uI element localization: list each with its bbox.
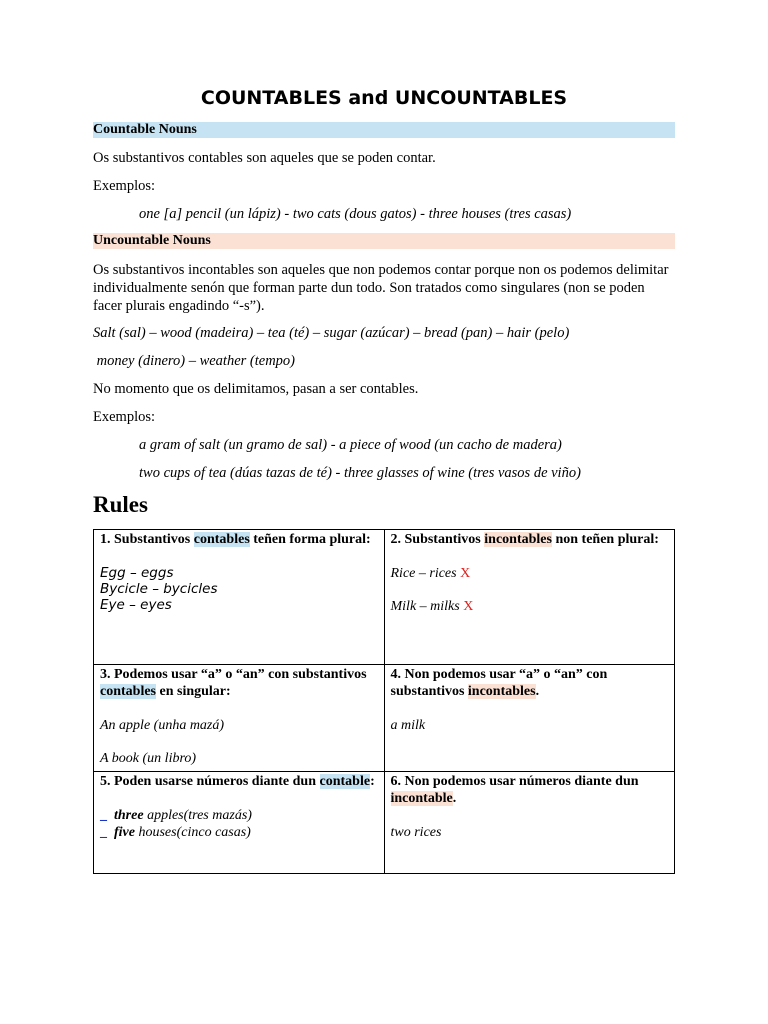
highlight-contables: contables	[100, 684, 156, 699]
rule-2-heading: 2. Substantivos incontables non teñen plural:	[390, 532, 659, 547]
rule-5-cell	[94, 772, 385, 874]
rule-5-example-1: _ three apples(tres mazás)	[100, 808, 252, 823]
rule-6-cell	[384, 772, 675, 874]
rule-6-example-1: two rices	[390, 825, 442, 840]
rule-3-example-1: An apple (unha mazá)	[100, 718, 225, 733]
table-row	[94, 530, 675, 665]
highlight-incontables: incontables	[467, 684, 536, 699]
rule-4-cell	[384, 665, 675, 772]
rule-2-example-2: Milk – milks X	[390, 599, 474, 614]
rule-1-cell	[94, 530, 385, 665]
document-title: COUNTABLES and UNCOUNTABLES	[200, 87, 568, 109]
rule-3-cell	[94, 665, 385, 772]
uncountable-example-1: a gram of salt (un gramo de sal) - a piece of wood (un cacho de madera)	[139, 437, 562, 453]
uncountable-delimit-note: No momento que os delimitamos, pasan a ser contables.	[93, 381, 419, 397]
uncountable-examples-label: Exemplos:	[93, 409, 156, 425]
uncountable-definition: Os substantivos incontables son aqueles que non podemos contar porque non os podemos delimitar individualmente senón que forman parte dun todo. Son tratados como singulares (non se poden facer plurais engadindo “-s”).	[93, 262, 669, 314]
rules-table	[93, 529, 675, 874]
rule-1-example-3: Eye – eyes	[100, 597, 172, 613]
rule-3-heading: 3. Podemos usar “a” o “an” con substantivos contables en singular:	[100, 667, 367, 699]
wrong-mark-icon: X	[460, 566, 471, 581]
uncountable-example-2: two cups of tea (dúas tazas de té) - three glasses of wine (tres vasos de viño)	[139, 465, 581, 481]
rules-heading: Rules	[93, 492, 148, 517]
rule-5-example-2: _ five houses(cinco casas)	[100, 825, 251, 840]
wrong-mark-icon: X	[463, 599, 474, 614]
table-row	[94, 665, 675, 772]
rule-1-example-2: Bycicle – bycicles	[100, 581, 218, 597]
highlight-contable: contable	[319, 774, 371, 789]
bullet-link[interactable]: _	[100, 808, 107, 823]
countable-heading: Countable Nouns	[93, 122, 675, 138]
bullet-link[interactable]: _	[100, 825, 107, 840]
uncountable-list-2: money (dinero) – weather (tempo)	[93, 353, 296, 369]
countable-examples-label: Exemplos:	[93, 178, 156, 194]
rule-6-heading: 6. Non podemos usar números diante dun incontable.	[390, 774, 639, 806]
rule-1-example-1: Egg – eggs	[100, 565, 174, 581]
uncountable-list-1: Salt (sal) – wood (madeira) – tea (té) – sugar (azúcar) – bread (pan) – hair (pelo)	[93, 325, 570, 341]
table-row	[94, 772, 675, 874]
countable-definition: Os substantivos contables son aqueles que se poden contar.	[93, 150, 436, 166]
rule-2-example-1: Rice – rices X	[390, 566, 471, 581]
highlight-incontable: incontable	[390, 791, 453, 806]
rule-3-example-2: A book (un libro)	[100, 751, 197, 766]
highlight-incontables: incontables	[484, 532, 552, 547]
uncountable-heading: Uncountable Nouns	[93, 233, 675, 249]
rule-2-cell	[384, 530, 675, 665]
highlight-contables: contables	[193, 532, 250, 547]
rule-4-example-1: a milk	[390, 718, 426, 733]
rule-5-heading: 5. Poden usarse números diante dun contable:	[100, 774, 375, 789]
rule-1-heading: 1. Substantivos contables teñen forma plural:	[100, 532, 371, 547]
countable-example: one [a] pencil (un lápiz) - two cats (dous gatos) - three houses (tres casas)	[139, 206, 572, 222]
rule-4-heading: 4. Non podemos usar “a” o “an” con substantivos incontables.	[390, 667, 608, 699]
